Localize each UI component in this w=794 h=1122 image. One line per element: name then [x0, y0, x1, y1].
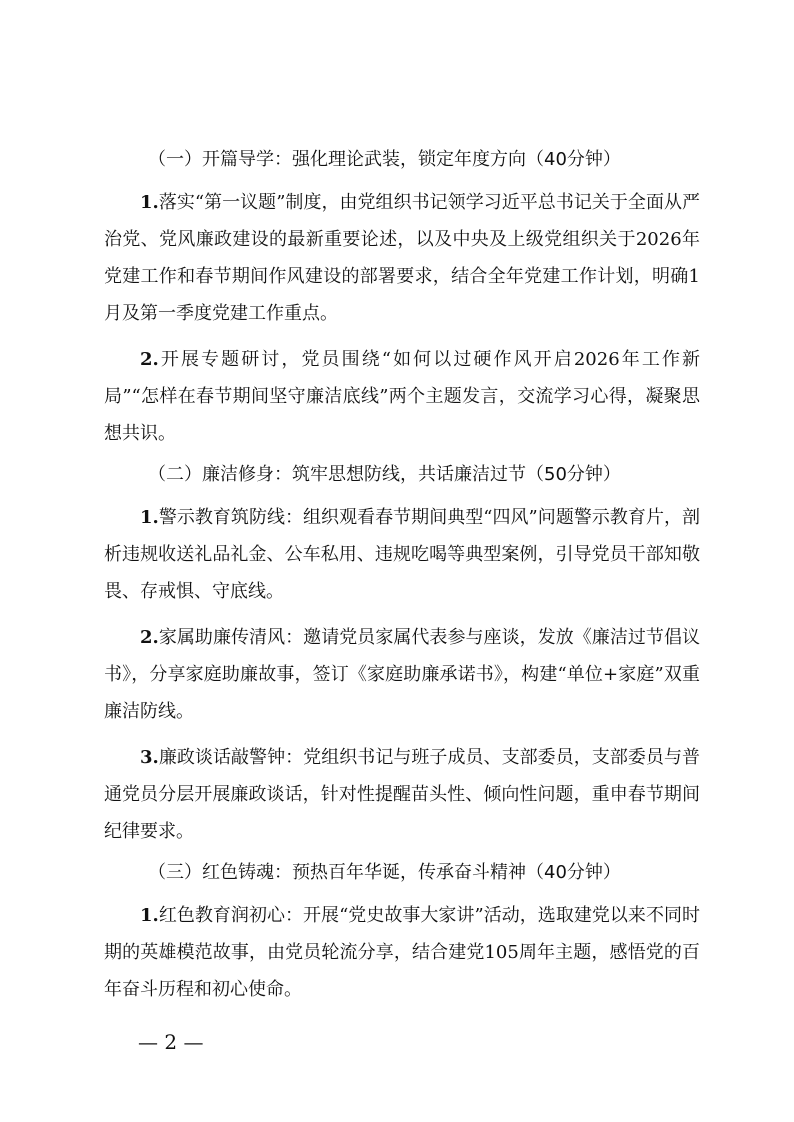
item-number: 1. — [140, 905, 159, 926]
item-text: 警示教育筑防线：组织观看春节期间典型“四风”问题警示教育片，剖析违规收送礼品礼金、公车私用、违规吃喝等典型案例，引导党员干部知敬畏、存戒惧、守底线。 — [104, 507, 700, 602]
item-number: 3. — [140, 747, 159, 768]
paragraph — [104, 499, 700, 610]
section-heading-3: （三）红色铸魂：预热百年华诞，传承奋斗精神（40分钟） — [148, 862, 621, 883]
section-heading-2: （二）廉洁修身：筑牢思想防线，共话廉洁过节（50分钟） — [148, 464, 621, 485]
paragraph — [104, 341, 700, 452]
paragraph — [104, 739, 700, 850]
item-number: 2. — [140, 627, 159, 648]
paragraph — [104, 619, 700, 730]
item-number: 1. — [140, 192, 159, 213]
section-heading-1: （一）开篇导学：强化理论武装，锁定年度方向（40分钟） — [148, 149, 621, 170]
item-number: 2. — [140, 349, 159, 370]
item-text: 家属助廉传清风：邀请党员家属代表参与座谈，发放《廉洁过节倡议书》，分享家庭助廉故事，签订《家庭助廉承诺书》，构建“单位+家庭”双重廉洁防线。 — [104, 627, 700, 722]
item-text: 开展专题研讨，党员围绕“如何以过硬作风开启2026年工作新局”“怎样在春节期间坚守廉洁底线”两个主题发言，交流学习心得，凝聚思想共识。 — [104, 349, 700, 444]
paragraph — [104, 184, 700, 332]
page-number: — 2 — — [138, 1030, 204, 1054]
item-number: 1. — [140, 507, 159, 528]
document-body — [104, 146, 700, 1017]
item-text: 廉政谈话敲警钟：党组织书记与班子成员、支部委员，支部委员与普通党员分层开展廉政谈话，针对性提醒苗头性、倾向性问题，重申春节期间纪律要求。 — [104, 747, 700, 842]
paragraph — [104, 897, 700, 1008]
item-text: 红色教育润初心：开展“党史故事大家讲”活动，选取建党以来不同时期的英雄模范故事，由党员轮流分享，结合建党105周年主题，感悟党的百年奋斗历程和初心使命。 — [104, 905, 700, 1000]
item-text: 落实“第一议题”制度，由党组织书记领学习近平总书记关于全面从严治党、党风廉政建设的最新重要论述，以及中央及上级党组织关于2026年党建工作和春节期间作风建设的部署要求，结合全年党建工作计划，明确1月及第一季度党建工作重点。 — [104, 192, 700, 324]
